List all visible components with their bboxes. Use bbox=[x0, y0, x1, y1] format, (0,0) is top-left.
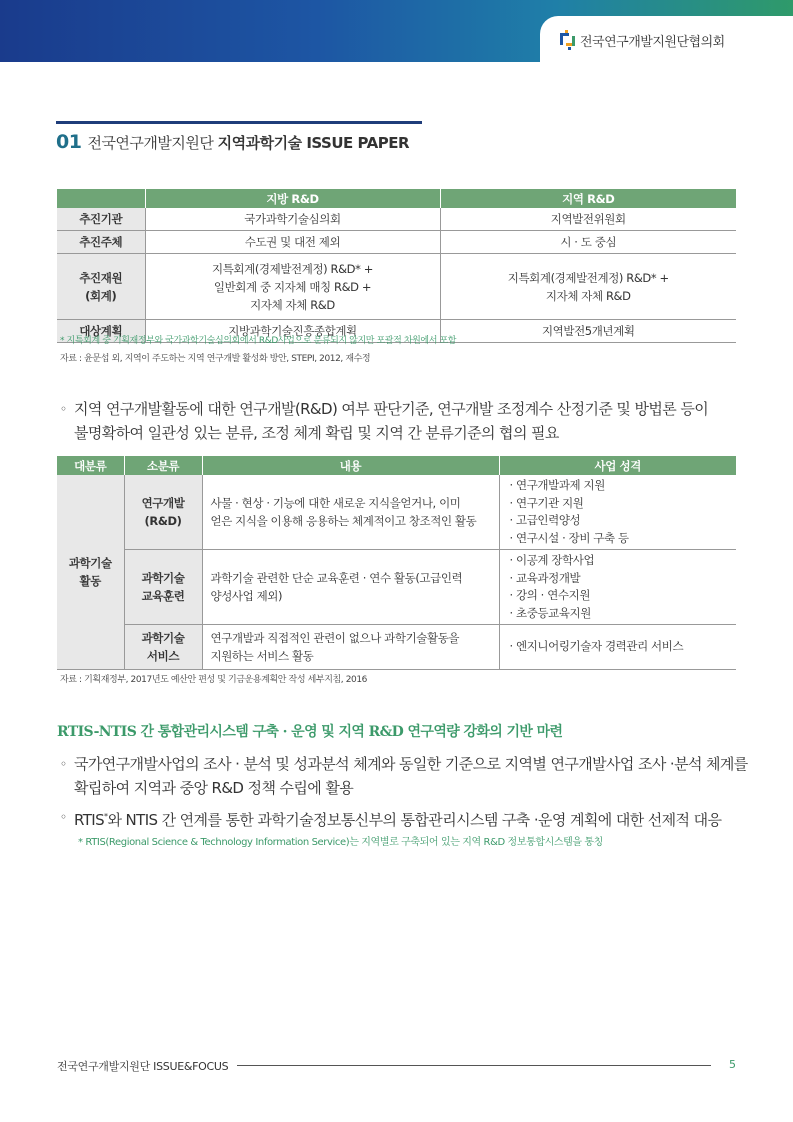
major-category-line: 활동 bbox=[79, 574, 101, 588]
bullet-paragraph bbox=[60, 752, 748, 800]
page-number: 5 bbox=[729, 1058, 736, 1071]
content-cell bbox=[202, 550, 499, 625]
nature-item: · 연구개발과제 지원 bbox=[509, 478, 605, 492]
activity-classification-table bbox=[57, 456, 736, 670]
rtis-footnote: * RTIS(Regional Science & Technology Information Service)는 지역별로 구축되어 있는 지역 R&D 정보통합시스템을 통칭 bbox=[78, 837, 603, 848]
nature-item: · 이공계 장학사업 bbox=[509, 553, 595, 567]
major-category-cell bbox=[57, 475, 124, 670]
table-header-cell: 소분류 bbox=[124, 456, 202, 475]
bullet-line: 불명확하여 일관성 있는 분류, 조정 체계 확립 및 지역 간 분류기준의 협의 필요 bbox=[74, 424, 559, 442]
table-cell: 지역발전5개년계획 bbox=[440, 320, 736, 343]
minor-category-cell bbox=[124, 625, 202, 670]
table-row bbox=[57, 475, 736, 550]
table-header-cell: 사업 성격 bbox=[499, 456, 736, 475]
table-source: 자료 : 기획재정부, 2017년도 예산안 편성 및 기금운용계획안 작성 세부지침, 2016 bbox=[60, 675, 368, 685]
content-line: 사물 · 현상 · 기능에 대한 새로운 지식을얻거나, 이미 bbox=[210, 496, 461, 510]
rtis-term: RTIS bbox=[74, 811, 105, 829]
bullet-mark: ◦ bbox=[60, 810, 67, 824]
row-label-line: 추진재원 bbox=[79, 270, 123, 285]
nature-cell bbox=[499, 475, 736, 550]
row-label: 대상계획 bbox=[57, 320, 145, 343]
cell-line: 지특회계(경제발전계정) R&D* + bbox=[507, 270, 669, 285]
minor-category-line: 서비스 bbox=[146, 649, 180, 663]
cell-line: 지자체 자체 R&D bbox=[250, 297, 335, 312]
nature-item: · 교육과정개발 bbox=[509, 570, 581, 585]
cell-line: 지자체 자체 R&D bbox=[545, 288, 631, 303]
subsection-heading: RTIS-NTIS 간 통합관리시스템 구축 · 운영 및 지역 R&D 연구역량 강화의 기반 마련 bbox=[57, 724, 563, 740]
nature-item: · 연구시설 · 장비 구축 등 bbox=[509, 530, 629, 545]
minor-category-cell bbox=[124, 550, 202, 625]
footnote-marker: * bbox=[104, 812, 108, 821]
minor-category-line: 교육훈련 bbox=[141, 589, 185, 603]
table-cell: 지방과학기술진흥종합계획 bbox=[145, 320, 440, 343]
table-cell bbox=[440, 254, 736, 320]
table-cell: 수도권 및 대전 제외 bbox=[145, 231, 440, 254]
content-line: 연구개발과 직접적인 관련이 없으나 과학기술활동을 bbox=[210, 631, 460, 645]
nature-cell bbox=[499, 625, 736, 670]
row-label: 추진기관 bbox=[57, 208, 145, 231]
minor-category-line: 과학기술 bbox=[141, 571, 185, 585]
section-rule bbox=[56, 121, 422, 124]
table-header-cell: 대분류 bbox=[57, 456, 124, 475]
bullet-mark: ◦ bbox=[60, 757, 67, 771]
content-cell bbox=[202, 625, 499, 670]
section-title-bold: 지역과학기술 ISSUE PAPER bbox=[217, 134, 409, 152]
bullet-line bbox=[60, 805, 721, 832]
row-label: 추진주체 bbox=[57, 231, 145, 254]
org-logo-tab bbox=[540, 16, 793, 62]
content-cell bbox=[202, 475, 499, 550]
table-row bbox=[57, 231, 736, 254]
nature-cell bbox=[499, 550, 736, 625]
table-cell: 국가과학기술심의회 bbox=[145, 208, 440, 231]
table-header-cell bbox=[57, 189, 145, 208]
row-label bbox=[57, 254, 145, 320]
footer-publication: 전국연구개발지원단 ISSUE&FOCUS bbox=[57, 1060, 229, 1073]
minor-category-cell bbox=[124, 475, 202, 550]
bullet-paragraph bbox=[60, 397, 708, 445]
org-logo-icon bbox=[560, 30, 576, 50]
bullet-line: 국가연구개발사업의 조사 · 분석 및 성과분석 체계와 동일한 기준으로 지역별 연구개발사업 조사 ·분석 체계를 bbox=[74, 755, 748, 773]
table-source: 자료 : 윤문섭 외, 지역이 주도하는 지역 연구개발 활성화 방안, STEPI, 2012, 재수정 bbox=[60, 354, 371, 364]
table-row bbox=[57, 254, 736, 320]
bullet-mark: ◦ bbox=[60, 402, 67, 416]
content-line: 지원하는 서비스 활동 bbox=[210, 649, 314, 663]
table-cell: 지역발전위원회 bbox=[440, 208, 736, 231]
bullet-text: 와 NTIS 간 연계를 통한 과학기술정보통신부의 통합관리시스템 구축 ·운영 계획에 대한 선제적 대응 bbox=[107, 811, 722, 829]
minor-category-line: 과학기술 bbox=[141, 631, 185, 645]
table-row bbox=[57, 208, 736, 231]
content-line: 얻은 지식을 이용해 응용하는 체계적이고 창조적인 활동 bbox=[210, 514, 477, 528]
table-header-cell: 지역 R&D bbox=[440, 189, 736, 208]
table-cell: 시 · 도 중심 bbox=[440, 231, 736, 254]
cell-line: 일반회계 중 지자체 매칭 R&D + bbox=[213, 279, 372, 294]
section-title-prefix: 전국연구개발지원단 bbox=[87, 134, 214, 152]
nature-item: · 연구기관 지원 bbox=[509, 495, 584, 510]
content-line: 과학기술 관련한 단순 교육훈련 · 연수 활동(고급인력 bbox=[210, 571, 463, 585]
nature-item: · 엔지니어링기술자 경력관리 서비스 bbox=[509, 639, 684, 654]
table-header-cell: 지방 R&D bbox=[145, 189, 440, 208]
table-header-cell: 내용 bbox=[202, 456, 499, 475]
bullet-line: 확립하여 지역과 중앙 R&D 정책 수립에 활용 bbox=[74, 779, 354, 797]
nature-item: · 고급인력양성 bbox=[509, 513, 581, 527]
table-row bbox=[57, 625, 736, 670]
org-name: 전국연구개발지원단협의회 bbox=[580, 35, 725, 50]
table-footnote: * 지특회계 중 기획재정부와 국가과학기술심의회에서 R&D사업으로 분류되지 않지만 포괄적 차원에서 포함 bbox=[60, 336, 457, 346]
cell-line: 지특회계(경제발전계정) R&D* + bbox=[212, 261, 373, 276]
nature-item: · 강의 · 연수지원 bbox=[509, 588, 591, 602]
bullet-paragraph bbox=[60, 805, 721, 832]
section-title bbox=[56, 131, 409, 153]
table-cell bbox=[145, 254, 440, 320]
major-category-line: 과학기술 bbox=[68, 556, 112, 570]
row-label-line: (회계) bbox=[85, 288, 117, 303]
table-header-row bbox=[57, 456, 736, 475]
footer-rule bbox=[237, 1065, 711, 1066]
minor-category-line: (R&D) bbox=[144, 514, 182, 528]
nature-item: · 초중등교육지원 bbox=[509, 605, 591, 620]
table-row bbox=[57, 550, 736, 625]
bullet-line: 지역 연구개발활동에 대한 연구개발(R&D) 여부 판단기준, 연구개발 조정계수 산정기준 및 방법론 등이 bbox=[74, 400, 709, 418]
table-header-row bbox=[57, 189, 736, 208]
section-number: 01 bbox=[56, 131, 82, 153]
rnd-comparison-table bbox=[57, 189, 736, 343]
minor-category-line: 연구개발 bbox=[141, 496, 185, 510]
content-line: 양성사업 제외) bbox=[210, 589, 283, 603]
